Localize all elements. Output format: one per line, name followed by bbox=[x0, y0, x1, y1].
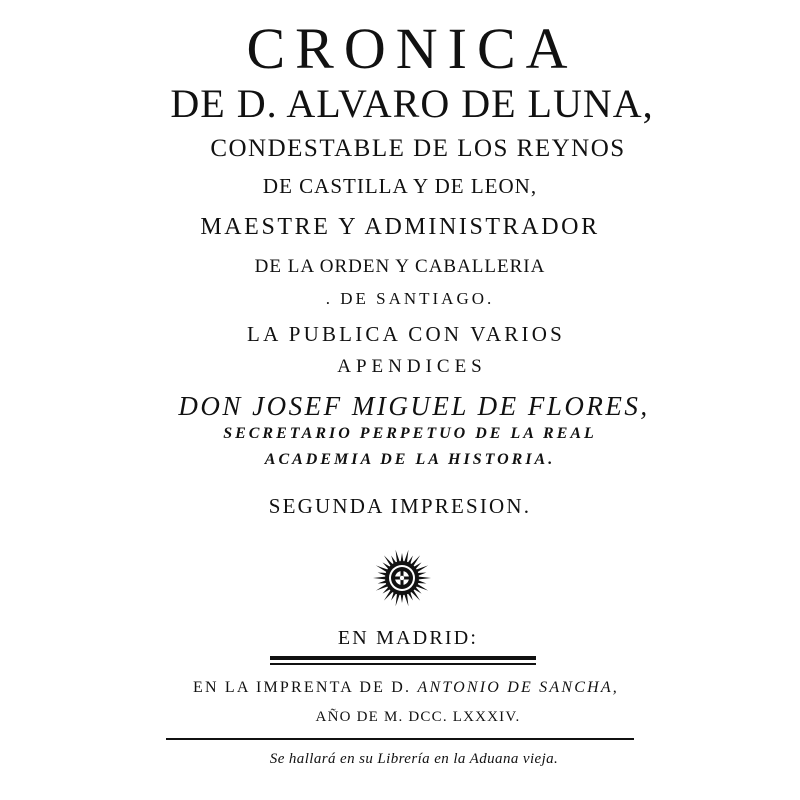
title-line-castilla: DE CASTILLA Y DE LEON, bbox=[262, 174, 538, 198]
ornament-ray bbox=[404, 550, 408, 563]
ornament-ray bbox=[418, 577, 431, 580]
imprint-printer-prefix: EN LA IMPRENTA DE D. bbox=[192, 679, 412, 696]
sale-note: Se hallará en su Librería en la Aduana vieja. bbox=[269, 751, 559, 767]
title-line-publica: LA PUBLICA CON VARIOS bbox=[247, 322, 565, 346]
book-subtitle: DE D. ALVARO DE LUNA, bbox=[170, 81, 654, 126]
ornament-ray bbox=[373, 577, 386, 580]
printers-ornament-icon bbox=[372, 548, 432, 608]
ornament-ray bbox=[396, 593, 400, 606]
ornament-ray bbox=[401, 553, 404, 562]
editor-title-line-2: ACADEMIA DE LA HISTORIA. bbox=[264, 451, 556, 468]
imprint-printer bbox=[0, 680, 800, 696]
title-line-maestre: MAESTRE Y ADMINISTRADOR bbox=[200, 214, 600, 240]
edition-statement: SEGUNDA IMPRESION. bbox=[268, 494, 532, 518]
imprint-place: EN MADRID: bbox=[337, 627, 479, 649]
imprint-printer-name: ANTONIO DE SANCHA, bbox=[417, 679, 620, 696]
imprint-year: AÑO DE M. DCC. LXXXIV. bbox=[315, 709, 521, 725]
ornament-ray bbox=[401, 594, 404, 603]
title-line-santiago: . DE SANTIAGO. bbox=[325, 289, 495, 308]
book-title: CRONICA bbox=[246, 16, 578, 81]
imprint-rule-thick bbox=[270, 656, 536, 660]
ornament-ray bbox=[396, 550, 400, 563]
ornament-ray bbox=[404, 593, 408, 606]
imprint-rule-thin bbox=[270, 663, 536, 665]
editor-title-line-1: SECRETARIO PERPETUO DE LA REAL bbox=[223, 425, 597, 442]
title-line-apendices: APENDICES bbox=[337, 356, 487, 377]
bottom-rule bbox=[166, 738, 634, 740]
title-line-condestable: CONDESTABLE DE LOS REYNOS bbox=[210, 135, 626, 162]
title-line-orden: DE LA ORDEN Y CABALLERIA bbox=[254, 256, 546, 277]
editor-name: DON JOSEF MIGUEL DE FLORES, bbox=[178, 391, 650, 421]
